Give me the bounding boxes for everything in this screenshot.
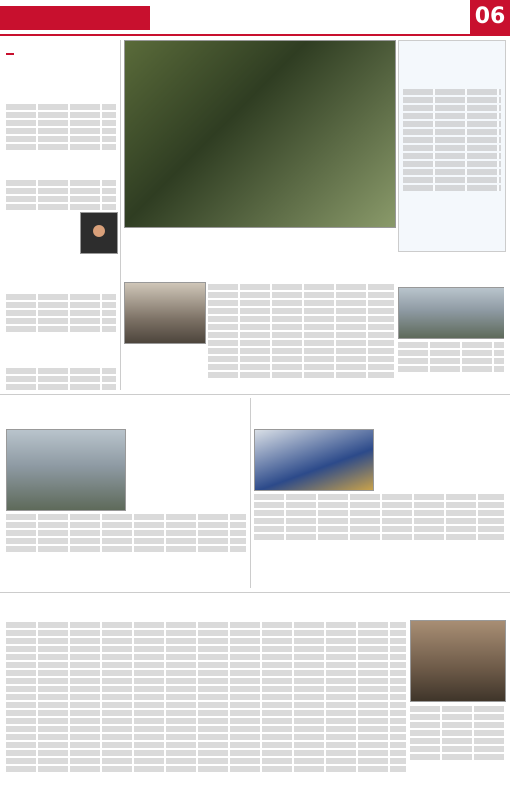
right-box: [398, 40, 506, 252]
right-story2: [398, 254, 504, 390]
bottom-headline: [6, 596, 504, 614]
middle-story2-headline: [254, 398, 504, 426]
right-story1-headline: [399, 41, 505, 87]
section-tag: [6, 53, 14, 55]
page-number: 06: [470, 0, 510, 34]
main-story-body: [208, 282, 394, 390]
main-headline: [124, 240, 394, 272]
brand-logo: [0, 6, 150, 30]
ruins-photo: [124, 282, 206, 344]
story3-headline: [6, 270, 116, 292]
column-divider-2: [250, 398, 251, 588]
story1-headline: [6, 62, 116, 102]
portrait-photo: [80, 212, 118, 254]
column-divider: [120, 40, 121, 390]
middle-photo: [6, 429, 126, 511]
right-story2-headline: [398, 254, 504, 284]
city-photo: [398, 287, 504, 339]
middle-left: [6, 398, 246, 590]
middle-right: [254, 398, 504, 590]
main-photo: [124, 40, 396, 228]
portrait-flag-photo: [254, 429, 374, 491]
bottom-right-body: [410, 704, 504, 796]
section-divider: [0, 394, 510, 395]
bottom-divider: [0, 592, 510, 593]
masthead: [0, 0, 510, 34]
bottom-body: [6, 620, 406, 796]
top-rule: [0, 34, 510, 36]
story4-headline: [6, 336, 116, 366]
middle-story1-headline: [6, 398, 246, 426]
left-column-lower: [6, 270, 116, 390]
story2-headline: [6, 154, 116, 178]
crowd-photo: [410, 620, 506, 702]
